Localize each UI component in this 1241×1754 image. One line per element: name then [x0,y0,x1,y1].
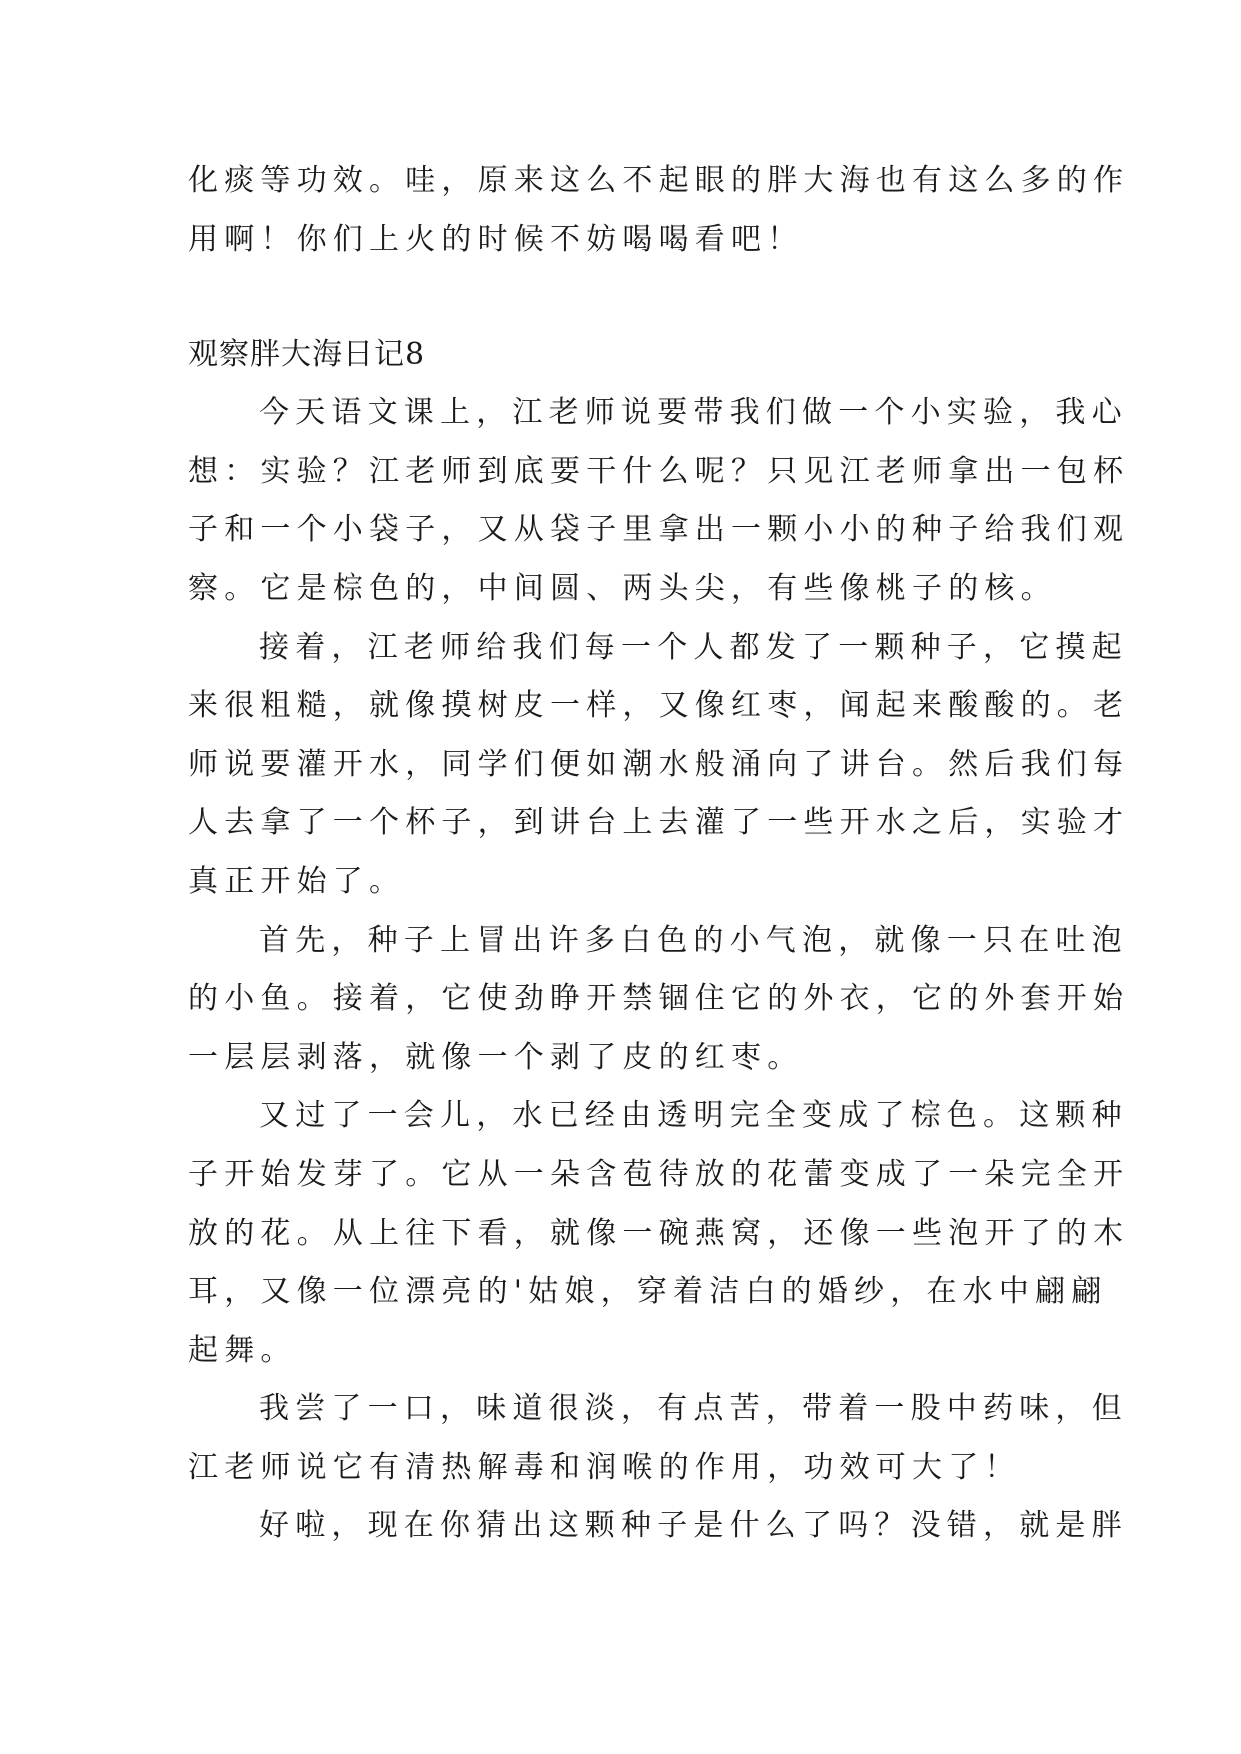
text-line: 用啊！你们上火的时候不妨喝喝看吧！ [188,221,804,257]
text-line: 接着，江老师给我们每一个人都发了一颗种子，它摸起 [259,629,1128,665]
diary-heading: 观察胖大海日记8 [188,337,426,373]
text-line: 首先，种子上冒出许多白色的小气泡，就像一只在吐泡 [259,922,1128,958]
text-line: 一层层剥落，就像一个剥了皮的红枣。 [188,1039,804,1075]
text-line: 子和一个小袋子，又从袋子里拿出一颗小小的种子给我们观 [188,512,1130,548]
text-line: 来很粗糙，就像摸树皮一样，又像红枣，闻起来酸酸的。老 [188,688,1130,724]
text-line: 又过了一会儿，水已经由透明完全变成了棕色。这颗种 [259,1098,1128,1134]
body-paragraph-1 [188,384,1130,618]
text-line: 化痰等功效。哇，原来这么不起眼的胖大海也有这么多的作 [188,163,1130,198]
body-paragraph-5 [188,1380,1128,1497]
body-paragraph-3 [188,912,1130,1088]
text-line: 人去拿了一个杯子，到讲台上去灌了一些开水之后，实验才 [188,805,1130,841]
text-line: 师说要灌开水，同学们便如潮水般涌向了讲台。然后我们每 [188,746,1130,782]
text-line: 的小鱼。接着，它使劲睁开禁锢住它的外衣，它的外套开始 [188,981,1130,1017]
text-column [188,152,1130,1556]
paragraph-gap [188,269,1058,326]
text-line: 江老师说它有清热解毒和润喉的作用，功效可大了！ [188,1449,1021,1485]
body-paragraph-6 [188,1497,1128,1556]
continuation-paragraph [188,152,1130,269]
text-line: 子开始发芽了。它从一朵含苞待放的花蕾变成了一朵完全开 [188,1156,1130,1192]
text-line: 好啦，现在你猜出这颗种子是什么了吗？没错，就是胖 [259,1508,1128,1544]
text-line: 放的花。从上往下看，就像一碗燕窝，还像一些泡开了的木 [188,1215,1130,1251]
text-line: 我尝了一口，味道很淡，有点苦，带着一股中药味，但 [259,1391,1128,1427]
text-line: 察。它是棕色的，中间圆、两头尖，有些像桃子的核。 [188,570,1057,606]
text-line: 耳，又像一位漂亮的'姑娘，穿着洁白的婚纱，在水中翩翩 [188,1274,1108,1310]
text-line: 真正开始了。 [188,863,406,899]
text-line: 今天语文课上，江老师说要带我们做一个小实验，我心 [259,395,1128,431]
body-paragraph-2 [188,619,1130,912]
body-paragraph-4 [188,1087,1130,1380]
text-line: 想：实验？江老师到底要干什么呢？只见江老师拿出一包杯 [188,453,1130,489]
text-line: 起舞。 [188,1332,297,1368]
